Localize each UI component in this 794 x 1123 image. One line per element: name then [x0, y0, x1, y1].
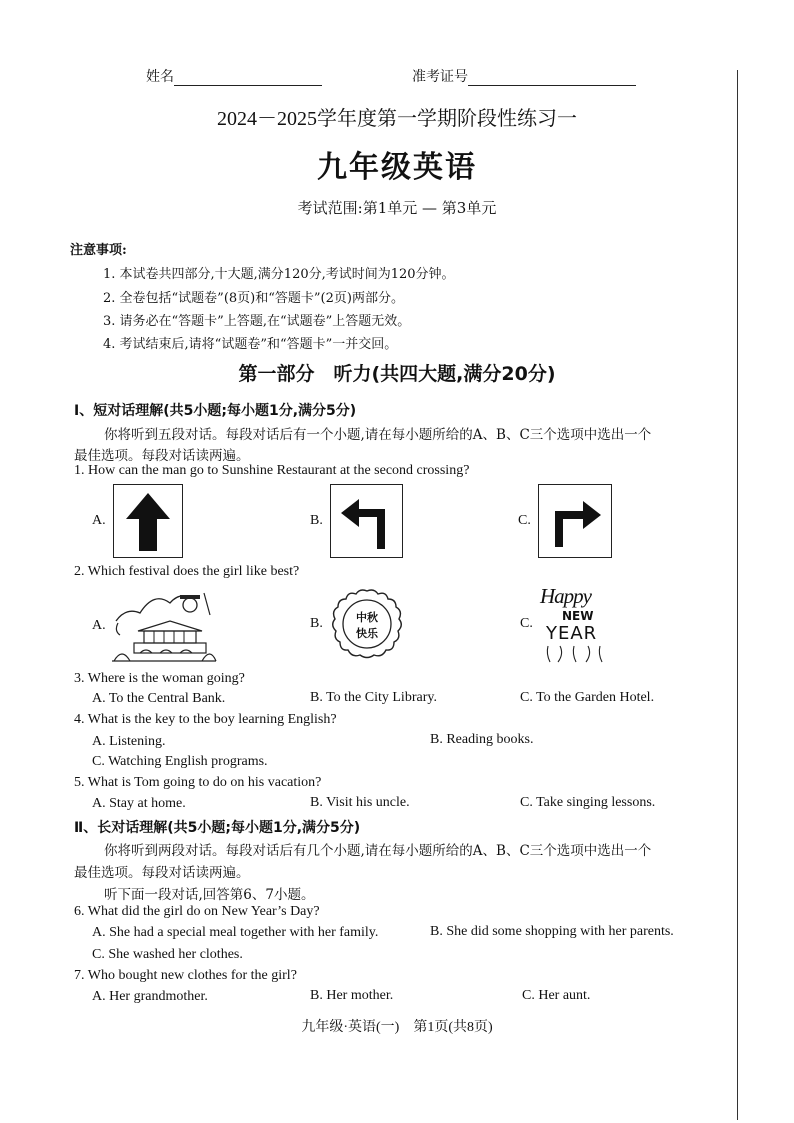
option-c[interactable]: C. To the Garden Hotel. — [520, 690, 655, 705]
mid-autumn-mooncake-icon[interactable] — [330, 588, 404, 660]
mid-autumn-text: 中秋 — [356, 611, 378, 624]
name-label: 姓名 — [146, 69, 174, 85]
national-day-illustration-icon[interactable] — [110, 585, 218, 663]
new-text: NEW — [562, 609, 594, 623]
exam-title: 2024－2025学年度第一学期阶段性练习一 — [217, 108, 577, 130]
mid-autumn-text: 快乐 — [356, 627, 378, 640]
notes-heading: 注意事项: — [70, 243, 127, 258]
question-6-stem: 6. What did the girl do on New Year’s Day? — [74, 904, 320, 919]
turn-right-icon[interactable] — [538, 484, 612, 558]
exam-scope: 考试范围:第1单元 — 第3单元 — [297, 199, 497, 217]
option-b[interactable]: B. She did some shopping with her parents. — [430, 924, 674, 939]
option-a-label[interactable]: A. — [92, 618, 106, 633]
option-c[interactable]: C. She washed her clothes. — [92, 947, 243, 962]
section-one-instruction: 最佳选项。每段对话读两遍。 — [74, 448, 250, 464]
option-c-label[interactable]: C. — [518, 513, 531, 528]
exam-number-label: 准考证号 — [412, 69, 468, 85]
name-blank[interactable] — [174, 71, 322, 86]
question-5-stem: 5. What is Tom going to do on his vacation? — [74, 775, 322, 790]
exam-number-field[interactable] — [412, 66, 636, 86]
part-one-title: 第一部分 听力(共四大题,满分20分) — [238, 363, 556, 385]
page-edge-line — [737, 70, 739, 1120]
section-one-title: Ⅰ、短对话理解(共5小题;每小题1分,满分5分) — [74, 403, 357, 419]
option-a[interactable]: A. Listening. — [92, 734, 166, 749]
option-a[interactable]: A. To the Central Bank. — [92, 691, 226, 706]
option-b[interactable]: B. Visit his uncle. — [310, 795, 410, 810]
turn-left-icon[interactable] — [330, 484, 403, 558]
question-1-stem: 1. How can the man go to Sunshine Restaurant at the second crossing? — [74, 463, 470, 478]
option-c-label[interactable]: C. — [520, 616, 533, 631]
question-7-stem: 7. Who bought new clothes for the girl? — [74, 968, 297, 983]
option-a[interactable]: A. Stay at home. — [92, 796, 186, 811]
option-c[interactable]: C. Her aunt. — [522, 988, 591, 1003]
question-2-stem: 2. Which festival does the girl like best? — [74, 564, 300, 579]
option-b[interactable]: B. Her mother. — [310, 988, 394, 1003]
option-b-label[interactable]: B. — [310, 616, 323, 631]
option-a-label[interactable]: A. — [92, 513, 106, 528]
option-c[interactable]: C. Take singing lessons. — [520, 795, 656, 810]
option-b[interactable]: B. Reading books. — [430, 732, 534, 747]
section-one-instruction: 你将听到五段对话。每段对话后有一个小题,请在每小题所给的A、B、C三个选项中选出一个 — [104, 427, 652, 443]
option-a[interactable]: A. Her grandmother. — [92, 989, 208, 1004]
year-text: YEAR — [546, 623, 598, 644]
note-item: 3. 请务必在“答题卡”上答题,在“试题卷”上答题无效。 — [103, 314, 411, 329]
option-b[interactable]: B. To the City Library. — [310, 690, 437, 705]
exam-number-blank[interactable] — [468, 71, 636, 86]
section-two-instruction: 你将听到两段对话。每段对话后有几个小题,请在每小题所给的A、B、C三个选项中选出一个 — [104, 843, 652, 859]
note-item: 1. 本试卷共四部分,十大题,满分120分,考试时间为120分钟。 — [103, 267, 455, 282]
option-c[interactable]: C. Watching English programs. — [92, 754, 268, 769]
section-two-instruction: 最佳选项。每段对话读两遍。 — [74, 865, 250, 881]
option-b-label[interactable]: B. — [310, 513, 323, 528]
note-item: 4. 考试结束后,请将“试题卷”和“答题卡”一并交回。 — [103, 337, 398, 352]
happy-new-year-icon[interactable] — [538, 582, 610, 664]
section-two-subinstruction: 听下面一段对话,回答第6、7小题。 — [104, 887, 315, 903]
option-a[interactable]: A. She had a special meal together with her family. — [92, 925, 379, 940]
page-footer: 九年级·英语(一) 第1页(共8页) — [301, 1020, 493, 1035]
question-4-stem: 4. What is the key to the boy learning English? — [74, 712, 337, 727]
arrow-up-icon[interactable] — [113, 484, 183, 558]
note-item: 2. 全卷包括“试题卷”(8页)和“答题卡”(2页)两部分。 — [103, 291, 404, 306]
happy-text: Happy — [540, 584, 591, 608]
question-3-stem: 3. Where is the woman going? — [74, 671, 245, 686]
subject-title: 九年级英语 — [317, 151, 477, 184]
name-field[interactable] — [146, 66, 322, 86]
section-two-title: Ⅱ、长对话理解(共5小题;每小题1分,满分5分) — [74, 820, 361, 836]
